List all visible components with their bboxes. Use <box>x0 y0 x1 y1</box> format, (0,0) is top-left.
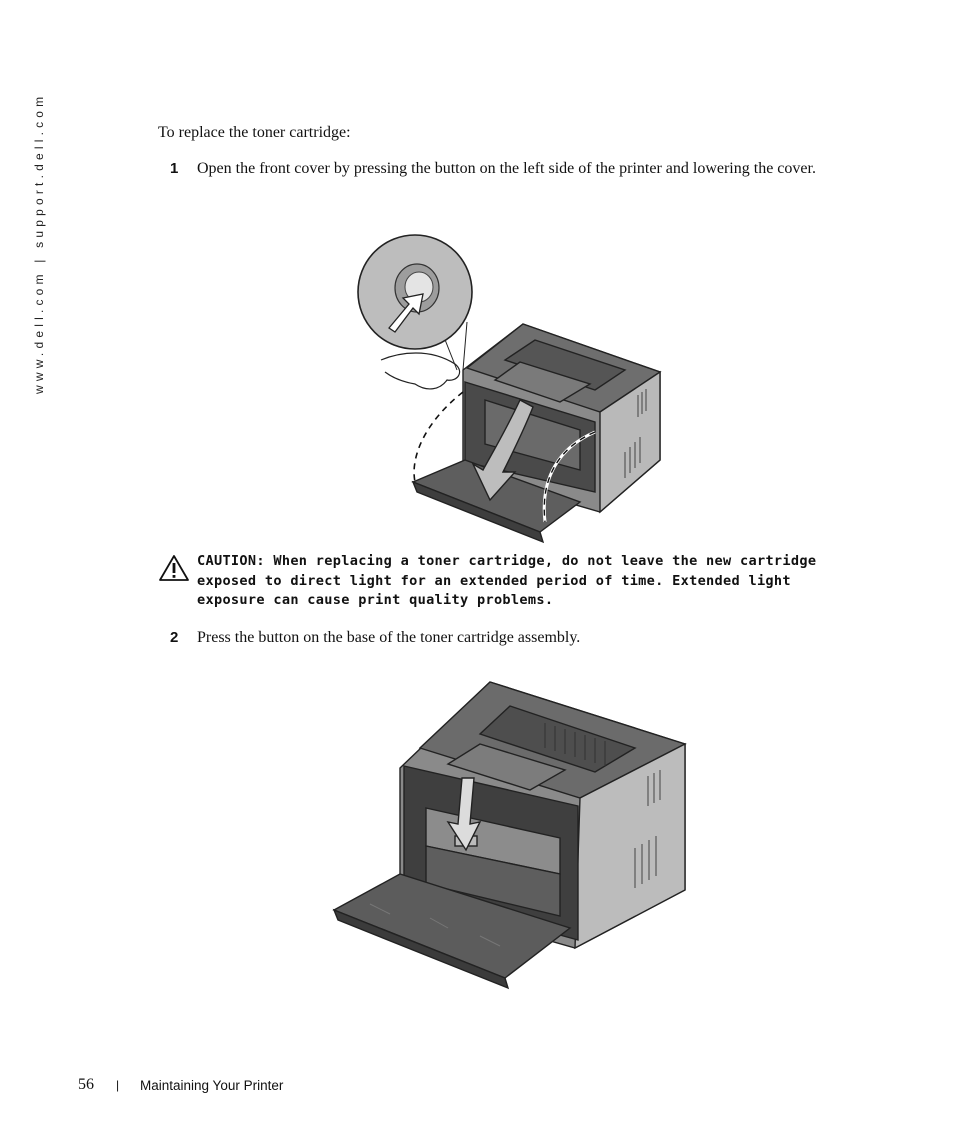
page-number: 56 <box>78 1076 94 1093</box>
step-number: 2 <box>170 629 179 646</box>
side-url: www.dell.com | support.dell.com <box>32 92 46 394</box>
caution-label: CAUTION: <box>197 553 265 569</box>
caution-body: When replacing a toner cartridge, do not leave the new cartridge exposed to direct light for an extended period of time. Extended light exposure can cause print quality problems. <box>197 553 817 608</box>
printer-illustration <box>413 324 660 542</box>
caution-notice <box>158 552 858 611</box>
printer-illustration <box>334 682 685 988</box>
figure-open-front-cover <box>355 232 667 544</box>
warning-triangle-icon <box>158 554 190 582</box>
hand-icon <box>381 353 460 389</box>
step-text: Open the front cover by pressing the button on the left side of the printer and lowering the cover. <box>197 160 816 177</box>
footer-separator: | <box>116 1078 120 1092</box>
caution-text <box>197 552 858 611</box>
step-number: 1 <box>170 160 179 177</box>
figure-press-cartridge-button <box>330 678 690 990</box>
step-2 <box>170 627 860 649</box>
step-1 <box>170 158 860 180</box>
intro-text: To replace the toner cartridge: <box>158 124 351 141</box>
step-text: Press the button on the base of the toner cartridge assembly. <box>197 629 581 646</box>
footer-section-title: Maintaining Your Printer <box>140 1078 284 1093</box>
